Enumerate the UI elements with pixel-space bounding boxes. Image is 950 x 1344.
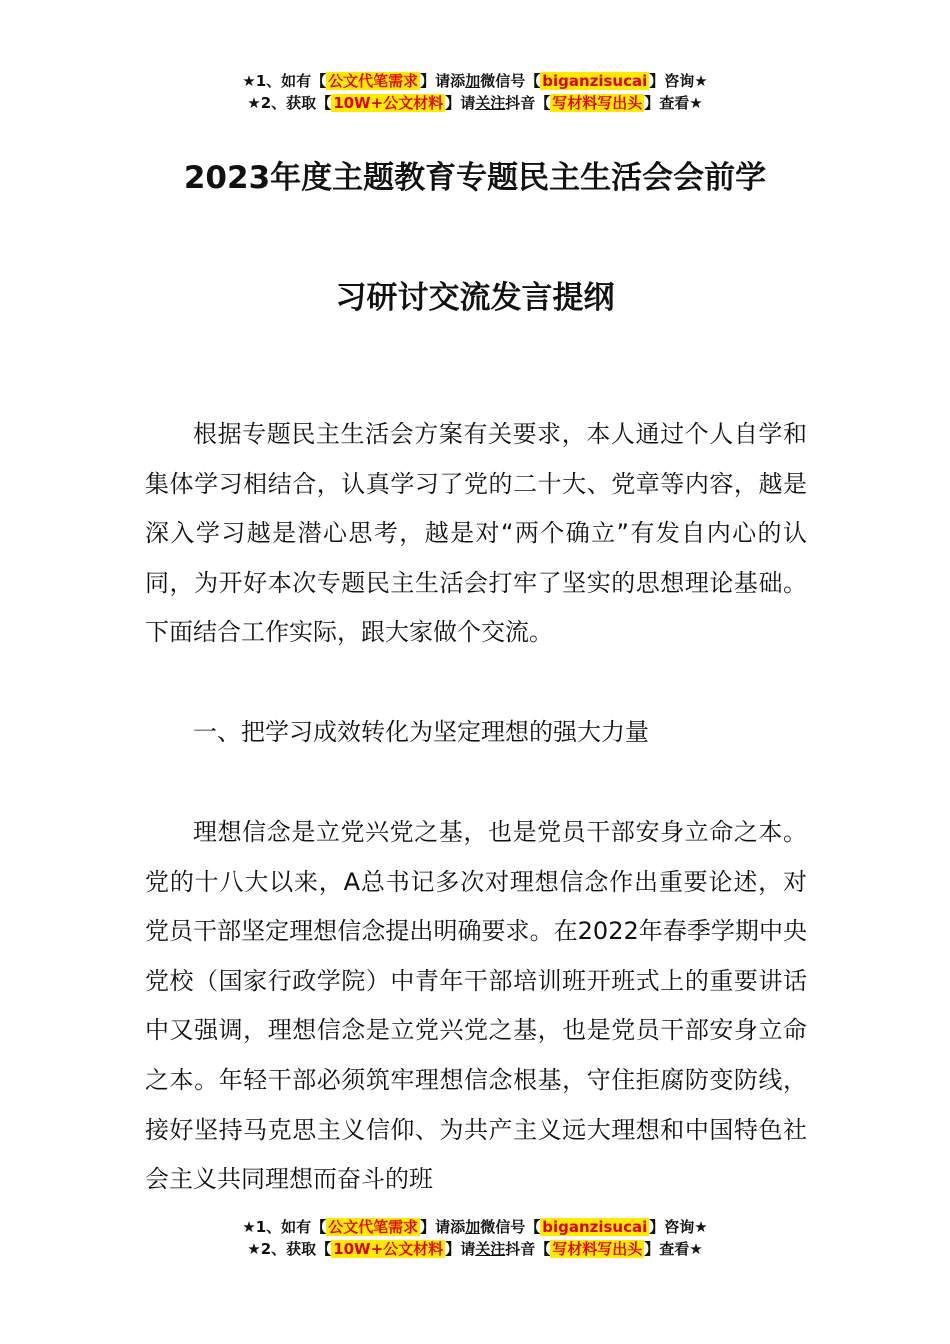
promo-line-1 <box>0 1216 950 1238</box>
promo-text: ★1、如有【 <box>242 1218 327 1236</box>
promo-line-2 <box>0 92 950 114</box>
section-heading-1 <box>145 708 807 758</box>
promo-text: 抖音【 <box>505 94 551 112</box>
promo-text: 】咨询★ <box>649 72 708 90</box>
promo-text: 】咨询★ <box>649 1218 708 1236</box>
promo-text: 】请添 <box>420 1218 466 1236</box>
promo-text: 】查看★ <box>644 1240 703 1258</box>
promo-text-underlined: 加 <box>465 72 481 90</box>
body-paragraph-intro <box>145 410 807 658</box>
promo-text: 】请 <box>445 1240 476 1258</box>
promo-text-underlined: 关注 <box>475 1240 506 1258</box>
promo-text: ★2、获取【 <box>247 1240 332 1258</box>
body-paragraph-ideals <box>145 808 807 1205</box>
highlight-materials: 10W+公文材料 <box>333 94 444 112</box>
document-title-line-1: 2023年度主题教育专题民主生活会会前学 <box>183 160 767 196</box>
promo-line-2 <box>0 1238 950 1260</box>
promo-text: 微信号【 <box>480 72 541 90</box>
paragraph-text: 理想信念是立党兴党之基，也是党员干部安身立命之本。党的十八大以来，A总书记多次对理想信念作出重要论述，对党员干部坚定理想信念提出明确要求。在2022年春季学期中央党校（国家行政学院）中青年干部培训班开班式上的重要讲话中又强调，理想信念是立党兴党之基，也是党员干部安身立命之本。年轻干部必须筑牢理想信念根基，守住拒腐防变防线，接好坚持马克思主义信仰、为共产主义远大理想和中国特色社会主义共同理想而奋斗的班 <box>145 818 807 1194</box>
promo-text: 抖音【 <box>505 1240 551 1258</box>
highlight-douyin-account: 写材料写出头 <box>552 94 643 112</box>
highlight-wechat-id: biganzisucai <box>542 72 648 90</box>
highlight-wechat-id: biganzisucai <box>542 1218 648 1236</box>
highlight-writing-service: 公文代笔需求 <box>328 72 419 90</box>
promo-text-underlined: 加 <box>465 1218 481 1236</box>
heading-text: 一、把学习成效转化为坚定理想的强大力量 <box>193 718 649 746</box>
promo-text-underlined: 关注 <box>475 94 506 112</box>
highlight-materials: 10W+公文材料 <box>333 1240 444 1258</box>
bottom-promo-banner <box>0 1216 950 1260</box>
highlight-writing-service: 公文代笔需求 <box>328 1218 419 1236</box>
document-title-line-2: 习研讨交流发言提纲 <box>335 280 615 316</box>
promo-text: 】查看★ <box>644 94 703 112</box>
promo-text: 】请添 <box>420 72 466 90</box>
promo-line-1 <box>0 70 950 92</box>
promo-text: 微信号【 <box>480 1218 541 1236</box>
paragraph-text: 根据专题民主生活会方案有关要求，本人通过个人自学和集体学习相结合，认真学习了党的二十大、党章等内容，越是深入学习越是潜心思考，越是对“两个确立”有发自内心的认同，为开好本次专题民主生活会打牢了坚实的思想理论基础。下面结合工作实际，跟大家做个交流。 <box>145 420 807 647</box>
promo-text: 】请 <box>445 94 476 112</box>
top-promo-banner <box>0 70 950 114</box>
promo-text: ★2、获取【 <box>247 94 332 112</box>
highlight-douyin-account: 写材料写出头 <box>552 1240 643 1258</box>
promo-text: ★1、如有【 <box>242 72 327 90</box>
